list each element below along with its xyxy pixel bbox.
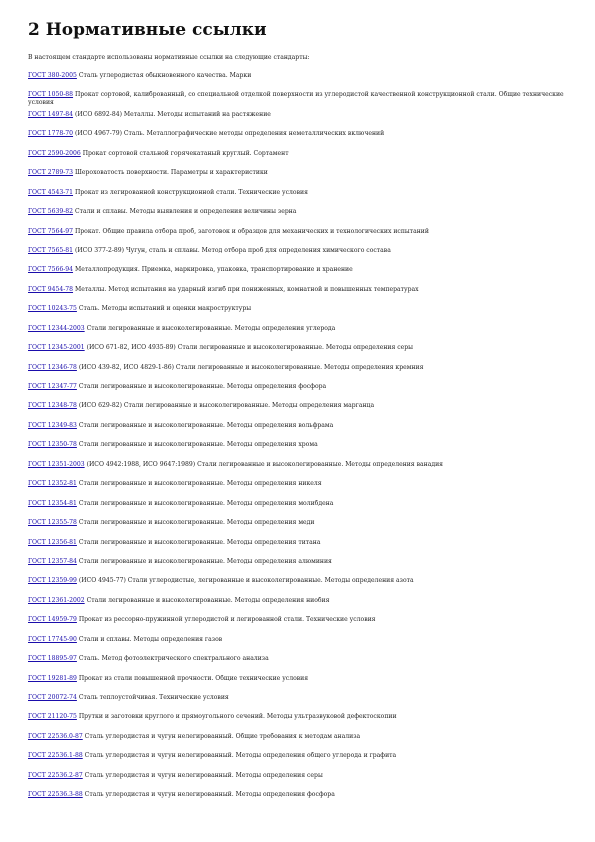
standard-title: Сталь углеродистая обыкновенного качества. Марки (76, 72, 252, 79)
standard-link[interactable]: ГОСТ 10243-75 (28, 305, 77, 313)
standard-title: Прокат сортовой, калиброванный, со специальной отделкой поверхности из углеродистой качественной конструкционной стали. Общие технические условия (28, 91, 564, 107)
standard-title: Стали легированные и высоколегированные. Методы определения алюминия (76, 557, 332, 565)
reference-item (28, 383, 569, 391)
standard-title: Стали легированные и высоколегированные. Методы определения вольфрама (76, 421, 334, 429)
reference-item (28, 577, 569, 585)
standard-title: Сталь. Метод фотоэлектрического спектрального анализа (76, 655, 269, 663)
section-title: 2 Нормативные ссылки (28, 20, 267, 40)
reference-item (28, 208, 569, 216)
standard-title: (ИСО 4945-77) Стали углеродистые, легированные и высоколегированные. Методы определения азота (76, 577, 414, 585)
standard-title: (ИСО 4967-79) Сталь. Металлографические методы определения неметаллических включений (73, 130, 385, 138)
reference-item (28, 325, 569, 333)
standard-link[interactable]: ГОСТ 12357-84 (28, 557, 77, 565)
standard-title: (ИСО 439-82, ИСО 4829-1-86) Стали легированные и высоколегированные. Методы определения кремния (76, 363, 424, 371)
reference-item (28, 655, 569, 663)
reference-item (28, 364, 569, 372)
standard-title: Сталь углеродистая и чугун нелегированный. Методы определения общего углерода и графита (82, 752, 397, 760)
intro-text: В настоящем стандарте использованы нормативные ссылки на следующие стандарты: (28, 54, 310, 61)
standard-title: Стали легированные и высоколегированные. Методы определения меди (76, 519, 315, 527)
standard-link[interactable]: ГОСТ 12347-77 (28, 383, 77, 390)
reference-item (28, 675, 569, 683)
reference-item (28, 189, 569, 197)
standard-title: Сталь теплоустойчивая. Технические условия (76, 694, 229, 701)
standard-title: (ИСО 671-82, ИСО 4935-89) Стали легированные и высоколегированные. Методы определения серы (84, 344, 413, 352)
standard-title: Стали легированные и высоколегированные. Методы определения ниобия (84, 596, 330, 604)
standard-title: Прокат. Общие правила отбора проб, заготовок и образцов для механических и технологических испытаний (73, 227, 429, 235)
standard-link[interactable]: ГОСТ 18895-97 (28, 655, 77, 663)
reference-item (28, 500, 569, 508)
standard-link[interactable]: ГОСТ 12355-78 (28, 519, 77, 527)
standard-link[interactable]: ГОСТ 12361-2002 (28, 596, 85, 604)
standard-title: Прокат из рессорно-пружинной углеродистой и легированной стали. Технические условия (76, 616, 376, 624)
reference-item (28, 266, 569, 274)
standard-link[interactable]: ГОСТ 19281-89 (28, 674, 77, 682)
reference-item (28, 91, 569, 107)
reference-list (28, 72, 569, 799)
reference-item (28, 694, 569, 702)
standard-title: (ИСО 629-82) Стали легированные и высоколегированные. Методы определения марганца (76, 402, 375, 410)
reference-item (28, 480, 569, 488)
standard-title: Стали и сплавы. Методы выявления и определения величины зерна (73, 208, 297, 216)
standard-link[interactable]: ГОСТ 380-2005 (28, 72, 77, 79)
reference-item (28, 597, 569, 605)
standard-title: Прокат сортовой стальной горячекатаный круглый. Сортамент (80, 149, 289, 157)
reference-item (28, 539, 569, 547)
standard-link[interactable]: ГОСТ 7566-94 (28, 266, 74, 274)
standard-link[interactable]: ГОСТ 12344-2003 (28, 324, 85, 332)
standard-link[interactable]: ГОСТ 12345-2001 (28, 344, 85, 352)
standard-title: Стали и сплавы. Методы определения газов (76, 635, 223, 643)
reference-item (28, 558, 569, 566)
reference-item (28, 461, 569, 469)
reference-item (28, 130, 569, 138)
standard-link[interactable]: ГОСТ 22536.2-87 (28, 771, 83, 779)
reference-item (28, 111, 569, 119)
standard-title: Сталь углеродистая и чугун нелегированный. Общие требования к методам анализа (82, 732, 361, 740)
reference-item (28, 636, 569, 644)
standard-link[interactable]: ГОСТ 12352-81 (28, 480, 77, 488)
standard-title: Прокат из легированной конструкционной стали. Технические условия (73, 188, 308, 196)
reference-item (28, 169, 569, 177)
standard-title: Стали легированные и высоколегированные. Методы определения молибдена (76, 499, 334, 507)
reference-item (28, 752, 569, 760)
standard-link[interactable]: ГОСТ 12346-78 (28, 363, 77, 371)
standard-link[interactable]: ГОСТ 12359-99 (28, 577, 77, 585)
reference-item (28, 422, 569, 430)
standard-title: (ИСО 4942:1988, ИСО 9647:1989) Стали легированные и высоколегированные. Методы определения ванадия (84, 460, 444, 468)
standard-title: Стали легированные и высоколегированные. Методы определения хрома (76, 441, 318, 449)
reference-item (28, 247, 569, 255)
reference-item (28, 72, 569, 80)
reference-item (28, 616, 569, 624)
standard-link[interactable]: ГОСТ 5639-82 (28, 208, 74, 216)
reference-item (28, 441, 569, 449)
standard-title: Стали легированные и высоколегированные. Методы определения углерода (84, 324, 336, 332)
reference-item (28, 519, 569, 527)
standard-title: Прокат из стали повышенной прочности. Общие технические условия (76, 674, 309, 682)
standard-link[interactable]: ГОСТ 12351-2003 (28, 460, 85, 468)
reference-item (28, 344, 569, 352)
reference-item (28, 305, 569, 313)
reference-item (28, 286, 569, 294)
standard-title: Сталь углеродистая и чугун нелегированный. Методы определения фосфора (82, 791, 335, 799)
standard-link[interactable]: ГОСТ 22536.0-87 (28, 732, 83, 740)
standard-link[interactable]: ГОСТ 9454-78 (28, 285, 74, 293)
standard-link[interactable]: ГОСТ 21120-75 (28, 713, 77, 721)
standard-title: Шероховатость поверхности. Параметры и характеристики (73, 169, 268, 177)
standard-link[interactable]: ГОСТ 12349-83 (28, 421, 77, 429)
standard-link[interactable]: ГОСТ 12350-78 (28, 441, 77, 449)
standard-title: Сталь. Методы испытаний и оценки макроструктуры (76, 305, 252, 313)
standard-title: Стали легированные и высоколегированные. Методы определения фосфора (76, 383, 327, 390)
standard-link[interactable]: ГОСТ 22536.1-88 (28, 752, 83, 760)
standard-link[interactable]: ГОСТ 7564-97 (28, 227, 74, 235)
standard-link[interactable]: ГОСТ 7565-81 (28, 246, 74, 254)
standard-link[interactable]: ГОСТ 4543-71 (28, 188, 74, 196)
standard-link[interactable]: ГОСТ 12356-81 (28, 538, 77, 546)
reference-item (28, 772, 569, 780)
standard-link[interactable]: ГОСТ 17745-90 (28, 635, 77, 643)
standard-link[interactable]: ГОСТ 1778-70 (28, 130, 74, 138)
reference-item (28, 791, 569, 799)
standard-link[interactable]: ГОСТ 2789-73 (28, 169, 74, 177)
reference-item (28, 713, 569, 721)
standard-title: (ИСО 6892-84) Металлы. Методы испытаний на растяжение (73, 110, 271, 118)
standard-link[interactable]: ГОСТ 20072-74 (28, 694, 77, 701)
standard-link[interactable]: ГОСТ 2590-2006 (28, 149, 81, 157)
standard-link[interactable]: ГОСТ 22536.3-88 (28, 791, 83, 799)
reference-item (28, 733, 569, 741)
standard-title: Металлопродукция. Приемка, маркировка, упаковка, транспортирование и хранение (73, 266, 353, 274)
reference-item (28, 150, 569, 158)
standard-link[interactable]: ГОСТ 12348-78 (28, 402, 77, 410)
standard-title: (ИСО 377-2-89) Чугун, сталь и сплавы. Метод отбора проб для определения химического состава (73, 246, 391, 254)
standard-title: Прутки и заготовки круглого и прямоугольного сечений. Методы ультразвуковой дефектоскопии (76, 713, 397, 721)
reference-item (28, 228, 569, 236)
standard-link[interactable]: ГОСТ 12354-81 (28, 499, 77, 507)
standard-title: Металлы. Метод испытания на ударный изгиб при пониженных, комнатной и повышенных температурах (73, 285, 419, 293)
standard-link[interactable]: ГОСТ 14959-79 (28, 616, 77, 624)
standard-title: Стали легированные и высоколегированные. Методы определения титана (76, 538, 321, 546)
reference-item (28, 402, 569, 410)
standard-title: Стали легированные и высоколегированные. Методы определения никеля (76, 480, 322, 488)
standard-link[interactable]: ГОСТ 1050-88 (28, 91, 74, 99)
standard-title: Сталь углеродистая и чугун нелегированный. Методы определения серы (82, 771, 323, 779)
standard-link[interactable]: ГОСТ 1497-84 (28, 110, 74, 118)
